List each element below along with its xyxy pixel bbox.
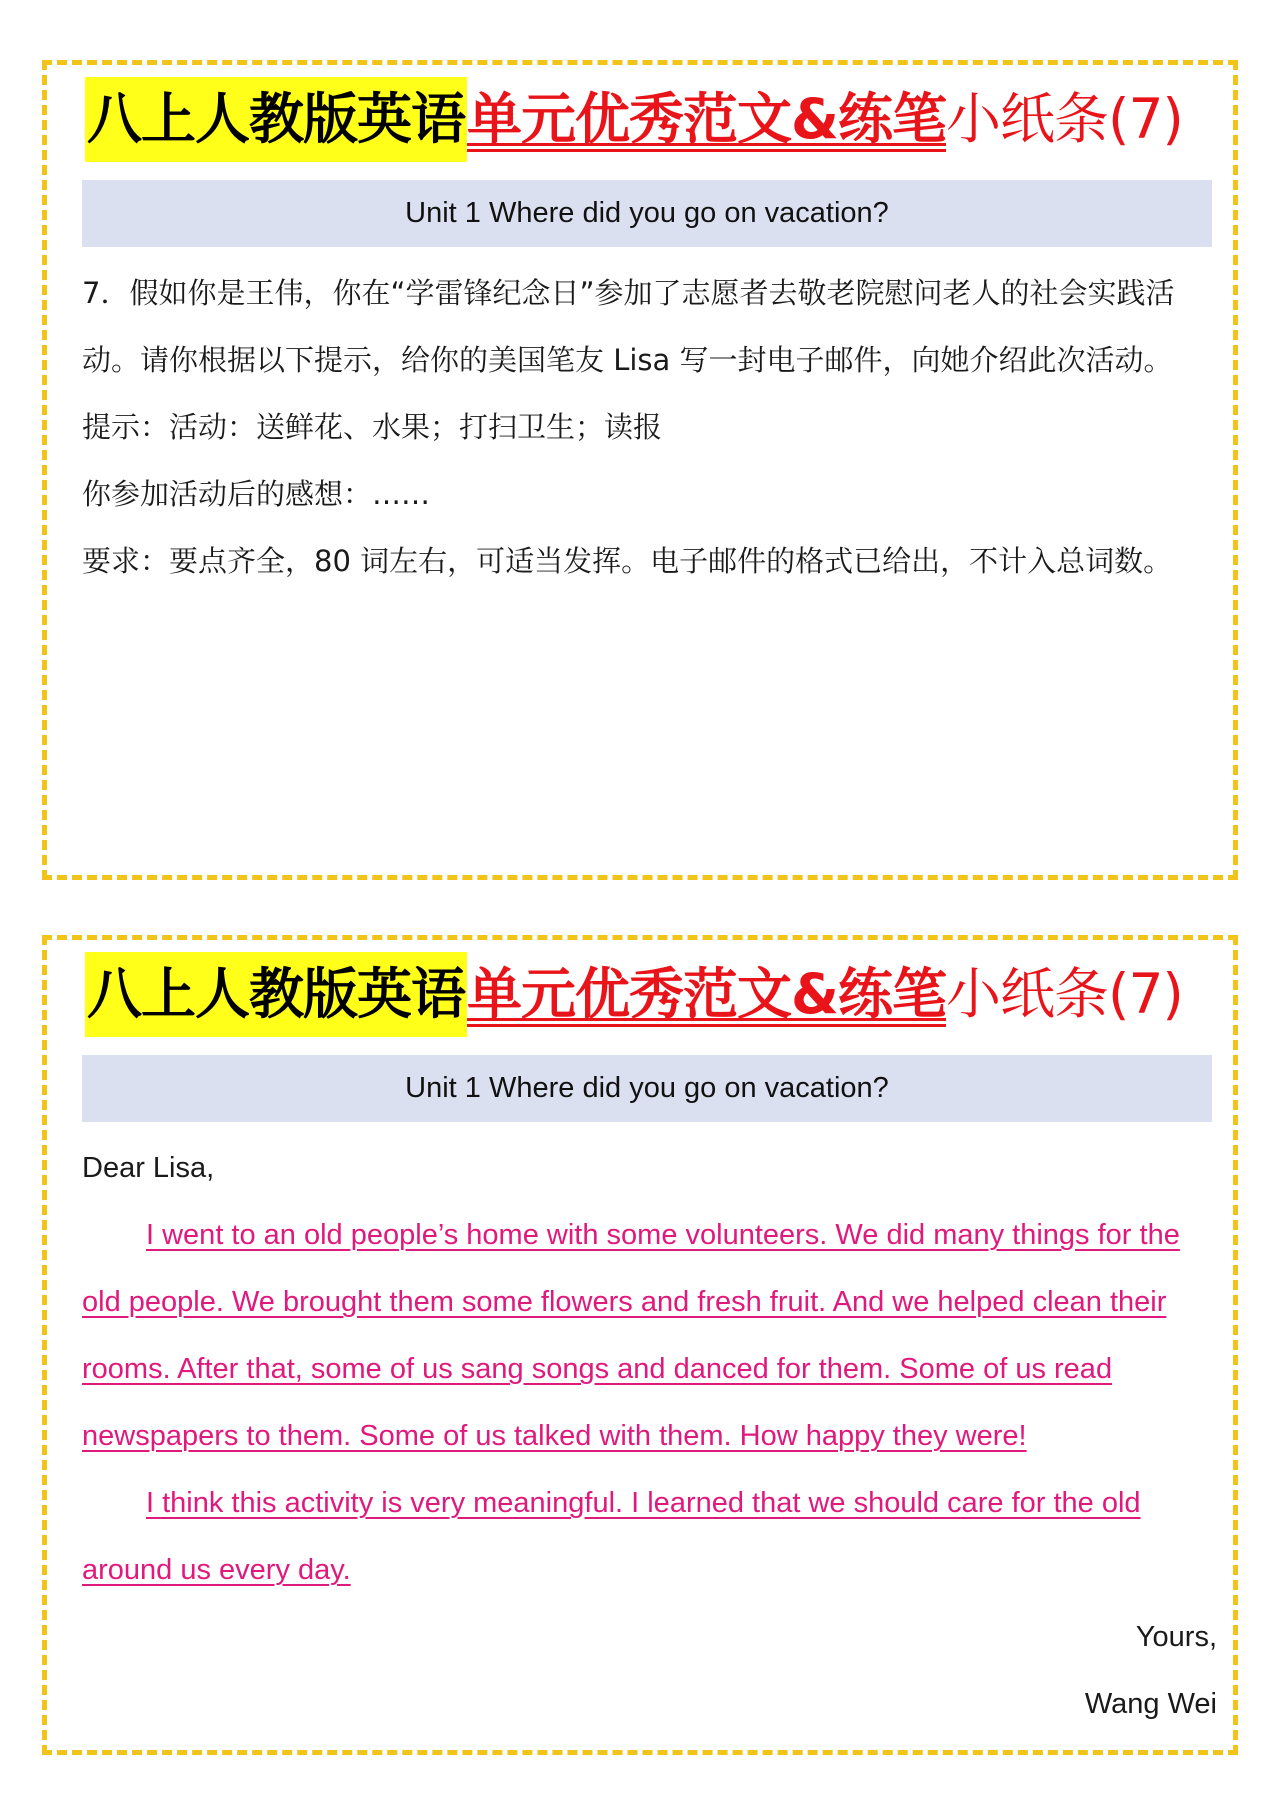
- answer-card: [42, 935, 1238, 1755]
- title-red-plain: 小纸条(7): [945, 962, 1183, 1026]
- title-red-underlined: 单元优秀范文&练笔: [467, 952, 946, 1037]
- title-highlight: 八上人教版英语: [85, 952, 467, 1037]
- title-red-plain: 小纸条(7): [945, 87, 1183, 151]
- card-title: [85, 77, 1183, 162]
- letter-body: [82, 1202, 1217, 1604]
- question-requirement: 要求：要点齐全，80 词左右，可适当发挥。电子邮件的格式已给出，不计入总词数。: [82, 544, 1173, 578]
- letter-paragraph: [82, 1470, 1217, 1604]
- letter-closing: Yours,: [1135, 1621, 1217, 1653]
- question-hint: 提示：活动：送鲜花、水果；打扫卫生；读报: [82, 410, 663, 444]
- letter-paragraph: [82, 1202, 1217, 1470]
- card-title: [85, 952, 1183, 1037]
- letter: [82, 1135, 1217, 1738]
- question-prompt: 7．假如你是王伟，你在“学雷锋纪念日”参加了志愿者去敬老院慰问老人的社会实践活动。请你根据以下提示，给你的美国笔友 Lisa 写一封电子邮件，向她介绍此次活动。: [82, 276, 1175, 377]
- letter-paragraph-text: I think this activity is very meaningful. I learned that we should care for the old around us every day.: [82, 1487, 1141, 1586]
- letter-signature: Wang Wei: [1084, 1688, 1217, 1720]
- title-highlight: 八上人教版英语: [85, 77, 467, 162]
- question-feeling: 你参加活动后的感想：……: [82, 477, 431, 511]
- letter-greeting: Dear Lisa,: [82, 1152, 215, 1184]
- unit-banner: Unit 1 Where did you go on vacation?: [82, 1055, 1212, 1122]
- unit-banner: Unit 1 Where did you go on vacation?: [82, 180, 1212, 247]
- question-card: [42, 60, 1238, 880]
- letter-paragraph-text: I went to an old people’s home with some volunteers. We did many things for the old people. We brought them some flowers and fresh fruit. And we helped clean their rooms. After that, some of us sang songs and danced for them. Some of us read newspapers to them. Some of us talked with them. How happy they were!: [82, 1219, 1180, 1452]
- title-red-underlined: 单元优秀范文&练笔: [467, 77, 946, 162]
- question-text: [82, 260, 1217, 595]
